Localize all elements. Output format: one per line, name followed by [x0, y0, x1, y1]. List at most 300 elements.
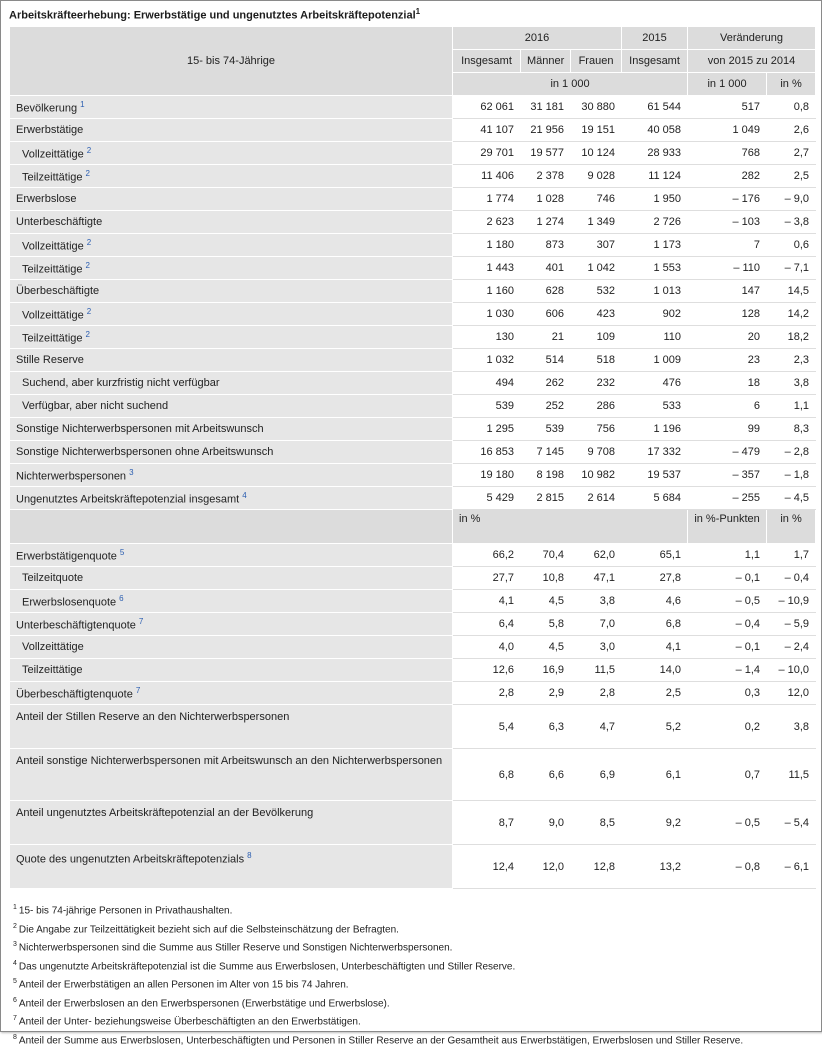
table-cell: 0,8: [767, 96, 816, 119]
table-cell: 0,2: [688, 705, 767, 749]
table-cell: 12,4: [453, 845, 521, 889]
table-cell: 9 028: [571, 165, 622, 188]
table-cell: 19 577: [521, 142, 571, 165]
table-cell: – 0,5: [688, 590, 767, 613]
table-row: [10, 188, 816, 211]
subheader-blank: [10, 510, 453, 544]
table-cell: 10 982: [571, 464, 622, 487]
row-label-text: Vollzeittätige: [22, 240, 84, 253]
row-label: [10, 142, 453, 165]
header-unit-change-pct: in %: [767, 73, 816, 96]
table-cell: 1,1: [767, 395, 816, 418]
table-cell: 3,8: [767, 372, 816, 395]
table-cell: 27,7: [453, 567, 521, 590]
table-row: [10, 280, 816, 303]
row-label-text: Unterbeschäftigtenquote: [16, 619, 136, 632]
table-cell: 3,8: [767, 705, 816, 749]
footnote-ref[interactable]: 2: [85, 260, 90, 270]
table-cell: 286: [571, 395, 622, 418]
row-label: [10, 395, 453, 418]
row-label-text: Erwerbstätige: [16, 124, 84, 136]
row-label-text: Erwerbslosenquote: [22, 596, 117, 609]
table-cell: 1 049: [688, 119, 767, 142]
subheader-pct: in %: [453, 510, 688, 544]
table-cell: 9,2: [622, 801, 688, 845]
footnote-ref[interactable]: 4: [242, 490, 247, 500]
footnote-ref[interactable]: 2: [86, 237, 92, 247]
table-cell: 3,0: [571, 636, 622, 659]
table-cell: 1 196: [622, 418, 688, 441]
table-cell: 1 173: [622, 234, 688, 257]
table-cell: 2,7: [767, 142, 816, 165]
footnote-ref[interactable]: 2: [86, 145, 92, 155]
table-row: [10, 349, 816, 372]
row-label-text: Suchend, aber kurzfristig nicht verfügbar: [22, 377, 220, 389]
footnote-text: Anteil der Erwerbstätigen an allen Personen im Alter von 15 bis 74 Jahren.: [18, 979, 349, 991]
table-row: [10, 303, 816, 326]
row-label: [10, 487, 453, 510]
table-cell: 62,0: [571, 544, 622, 567]
footnote-item: [13, 1011, 743, 1030]
table-cell: 21 956: [521, 119, 571, 142]
table-cell: 768: [688, 142, 767, 165]
table-cell: – 6,1: [767, 845, 816, 889]
footnote-ref[interactable]: 5: [119, 547, 125, 557]
row-label: [10, 119, 453, 142]
row-label-text: Anteil der Stillen Reserve an den Nichterwerbspersonen: [16, 711, 290, 723]
subheader-row: [10, 510, 816, 544]
table-cell: – 1,8: [767, 464, 816, 487]
footnote-number: 8: [13, 1033, 17, 1041]
table-row: [10, 165, 816, 188]
row-label: [10, 234, 453, 257]
table-cell: 1 180: [453, 234, 521, 257]
header-row-label: 15- bis 74-Jährige: [10, 27, 453, 96]
footnote-number: 2: [13, 922, 17, 930]
row-label: [10, 188, 453, 211]
footnote-item: [13, 1030, 743, 1048]
row-label: [10, 682, 453, 705]
row-label-text: Bevölkerung: [16, 102, 78, 115]
row-label: [10, 636, 453, 659]
table-cell: 9 708: [571, 441, 622, 464]
table-cell: 282: [688, 165, 767, 188]
table-cell: 262: [521, 372, 571, 395]
table-cell: – 0,1: [688, 567, 767, 590]
footnote-ref[interactable]: 2: [86, 306, 92, 316]
table-cell: 533: [622, 395, 688, 418]
table-cell: 18: [688, 372, 767, 395]
table-cell: 0,3: [688, 682, 767, 705]
table-cell: – 103: [688, 211, 767, 234]
row-label-text: Vollzeittätige: [22, 641, 84, 653]
table-cell: 28 933: [622, 142, 688, 165]
footnote-number: 4: [13, 959, 17, 967]
table-cell: 2 614: [571, 487, 622, 510]
table-cell: 12,6: [453, 659, 521, 682]
row-label: [10, 613, 453, 636]
table-cell: 1 443: [453, 257, 521, 280]
table-cell: 18,2: [767, 326, 816, 349]
subheader-pct-points: in %-Punkten: [688, 510, 767, 544]
table-cell: 20: [688, 326, 767, 349]
table-cell: 130: [453, 326, 521, 349]
row-label-text: Anteil ungenutztes Arbeitskräftepotenzial an der Bevölkerung: [16, 807, 314, 819]
table-row: [10, 487, 816, 510]
footnote-item: [13, 956, 743, 975]
table-cell: 70,4: [521, 544, 571, 567]
footnote-text: 15- bis 74-jährige Personen in Privathaushalten.: [18, 905, 233, 917]
row-label: [10, 96, 453, 119]
table-cell: 5 429: [453, 487, 521, 510]
table-cell: – 2,8: [767, 441, 816, 464]
table-cell: 41 107: [453, 119, 521, 142]
row-label-text: Sonstige Nichterwerbspersonen ohne Arbeitswunsch: [16, 446, 274, 458]
row-label-text: Teilzeittätige: [22, 664, 83, 676]
table-cell: 7 145: [521, 441, 571, 464]
table-cell: 476: [622, 372, 688, 395]
row-label: [10, 280, 453, 303]
table-cell: 6: [688, 395, 767, 418]
table-cell: – 4,5: [767, 487, 816, 510]
table-cell: 2 378: [521, 165, 571, 188]
header-unit-change-abs: in 1 000: [688, 73, 767, 96]
footnote-ref[interactable]: 3: [129, 467, 134, 477]
table-row: [10, 142, 816, 165]
table-cell: 19 151: [571, 119, 622, 142]
row-label: [10, 705, 453, 749]
footnote-text: Das ungenutzte Arbeitskräftepotenzial ist die Summe aus Erwerbslosen, Unterbeschäftigten und Stiller Reserve.: [18, 960, 516, 972]
table-cell: – 5,9: [767, 613, 816, 636]
row-label: [10, 372, 453, 395]
table-row: [10, 395, 816, 418]
table-cell: 5,8: [521, 613, 571, 636]
footnote-item: [13, 993, 743, 1012]
table-cell: 6,4: [453, 613, 521, 636]
table-row: [10, 418, 816, 441]
table-cell: 109: [571, 326, 622, 349]
table-cell: 2,3: [767, 349, 816, 372]
row-label: [10, 845, 453, 889]
header-maenner: Männer: [521, 50, 571, 73]
table-cell: 27,8: [622, 567, 688, 590]
table-cell: 30 880: [571, 96, 622, 119]
table-cell: 1 349: [571, 211, 622, 234]
table-cell: 16,9: [521, 659, 571, 682]
table-cell: 2,5: [622, 682, 688, 705]
table-row: [10, 682, 816, 705]
table-cell: – 176: [688, 188, 767, 211]
table-row: [10, 257, 816, 280]
table-cell: 62 061: [453, 96, 521, 119]
table-cell: – 110: [688, 257, 767, 280]
table-cell: 8,7: [453, 801, 521, 845]
table-cell: 11,5: [767, 749, 816, 801]
table-cell: 4,5: [521, 636, 571, 659]
row-label-text: Sonstige Nichterwerbspersonen mit Arbeitswunsch: [16, 423, 264, 435]
header-insgesamt: Insgesamt: [453, 50, 521, 73]
footnote-ref[interactable]: 7: [135, 685, 141, 695]
table-row: [10, 234, 816, 257]
footnote-ref[interactable]: 8: [247, 851, 252, 860]
table-cell: 65,1: [622, 544, 688, 567]
header-2015: 2015: [622, 27, 688, 50]
table-cell: 19 180: [453, 464, 521, 487]
header-2016: 2016: [453, 27, 622, 50]
table-row: [10, 845, 816, 889]
row-label-text: Vollzeittätige: [22, 309, 84, 322]
table-row: [10, 464, 816, 487]
table-cell: 4,1: [622, 636, 688, 659]
row-label-text: Teilzeittätige: [22, 263, 83, 276]
table-row: [10, 705, 816, 749]
table-cell: 0,6: [767, 234, 816, 257]
row-label-text: Teilzeittätige: [22, 171, 83, 184]
row-label-text: Nichterwerbspersonen: [16, 470, 127, 483]
table-cell: – 1,4: [688, 659, 767, 682]
table-cell: 1,1: [688, 544, 767, 567]
row-label-text: Anteil sonstige Nichterwerbspersonen mit Arbeitswunsch an den Nichterwerbspersonen: [16, 755, 443, 767]
table-cell: 1 160: [453, 280, 521, 303]
table-cell: 532: [571, 280, 622, 303]
header-frauen: Frauen: [571, 50, 622, 73]
table-cell: 61 544: [622, 96, 688, 119]
table-cell: 6,8: [453, 749, 521, 801]
table-cell: 147: [688, 280, 767, 303]
table-cell: 11 124: [622, 165, 688, 188]
table-cell: 13,2: [622, 845, 688, 889]
row-label: [10, 749, 453, 801]
table-cell: 1 553: [622, 257, 688, 280]
data-table: [9, 26, 816, 889]
table-cell: 29 701: [453, 142, 521, 165]
table-cell: 14,5: [767, 280, 816, 303]
table-cell: 4,6: [622, 590, 688, 613]
footnote-ref[interactable]: 6: [119, 593, 124, 603]
table-cell: 2 623: [453, 211, 521, 234]
table-row: [10, 441, 816, 464]
table-cell: 0,7: [688, 749, 767, 801]
table-cell: – 255: [688, 487, 767, 510]
table-cell: 746: [571, 188, 622, 211]
table-cell: 1 032: [453, 349, 521, 372]
table-cell: 902: [622, 303, 688, 326]
header-insgesamt-2015: Insgesamt: [622, 50, 688, 73]
table-cell: 539: [521, 418, 571, 441]
table-row: [10, 567, 816, 590]
table-row: [10, 119, 816, 142]
row-label-text: Überbeschäftigte: [16, 285, 100, 297]
footnote-item: [13, 937, 743, 956]
title-footnote: 1: [415, 7, 421, 16]
table-cell: 99: [688, 418, 767, 441]
table-cell: 6,9: [571, 749, 622, 801]
table-cell: 66,2: [453, 544, 521, 567]
footnote-ref[interactable]: 2: [85, 168, 90, 178]
footnote-ref[interactable]: 7: [138, 616, 144, 626]
table-cell: – 9,0: [767, 188, 816, 211]
table-row: [10, 659, 816, 682]
row-label-text: Ungenutztes Arbeitskräftepotenzial insgesamt: [16, 493, 240, 506]
footnote-number: 1: [13, 904, 17, 911]
header-change-period: von 2015 zu 2014: [688, 50, 816, 73]
row-label: [10, 349, 453, 372]
table-row: [10, 636, 816, 659]
table-cell: – 10,0: [767, 659, 816, 682]
table-cell: 518: [571, 349, 622, 372]
row-label: [10, 801, 453, 845]
row-label: [10, 590, 453, 613]
footnote-text: Anteil der Erwerbslosen an den Erwerbspersonen (Erwerbstätige und Erwerbslose).: [18, 997, 390, 1009]
table-cell: 6,1: [622, 749, 688, 801]
row-label-text: Quote des ungenutzten Arbeitskräftepotenzials: [16, 853, 245, 866]
table-row: [10, 326, 816, 349]
table-row: [10, 372, 816, 395]
footnote-text: Anteil der Summe aus Erwerbslosen, Unterbeschäftigten und Personen in Stiller Reserve an der Gesamtheit aus Erwerbstätigen, Erwerbslosen und Stiller Reserve.: [18, 1035, 744, 1047]
table-cell: 12,8: [571, 845, 622, 889]
table-cell: – 7,1: [767, 257, 816, 280]
header-row-years: [10, 27, 816, 50]
footnote-ref[interactable]: 2: [85, 329, 90, 339]
table-title: Arbeitskräfteerhebung: Erwerbstätige und ungenutztes Arbeitskräftepotenzial$^1$: [9, 7, 421, 22]
row-label-text: Vollzeittätige: [22, 148, 84, 161]
table-cell: 6,3: [521, 705, 571, 749]
footnote-item: [13, 974, 743, 993]
footnote-text: Die Angabe zur Teilzeittätigkeit bezieht sich auf die Selbsteinschätzung der Befragten.: [18, 923, 399, 935]
table-cell: 7: [688, 234, 767, 257]
table-cell: 539: [453, 395, 521, 418]
table-cell: 1 295: [453, 418, 521, 441]
row-label: [10, 567, 453, 590]
row-label-text: Unterbeschäftigte: [16, 216, 103, 228]
table-cell: 11,5: [571, 659, 622, 682]
table-cell: 31 181: [521, 96, 571, 119]
table-cell: 873: [521, 234, 571, 257]
table-cell: 19 537: [622, 464, 688, 487]
table-cell: 232: [571, 372, 622, 395]
footnote-number: 6: [13, 996, 17, 1004]
table-cell: 307: [571, 234, 622, 257]
row-label: [10, 165, 453, 188]
table-row: [10, 590, 816, 613]
table-cell: – 0,4: [688, 613, 767, 636]
table-cell: 16 853: [453, 441, 521, 464]
table-cell: 2 815: [521, 487, 571, 510]
table-cell: – 10,9: [767, 590, 816, 613]
table-cell: – 5,4: [767, 801, 816, 845]
table-row: [10, 544, 816, 567]
header-unit-abs: in 1 000: [453, 73, 688, 96]
table-cell: – 357: [688, 464, 767, 487]
row-label: [10, 441, 453, 464]
header-change: Veränderung: [688, 27, 816, 50]
footnote-ref[interactable]: 1: [80, 99, 85, 109]
table-cell: 252: [521, 395, 571, 418]
table-cell: 2 726: [622, 211, 688, 234]
table-row: [10, 613, 816, 636]
table-cell: 14,0: [622, 659, 688, 682]
row-label-text: Überbeschäftigtenquote: [16, 688, 133, 701]
table-cell: 1 028: [521, 188, 571, 211]
footnote-number: 3: [13, 941, 17, 949]
row-label-text: Stille Reserve: [16, 354, 84, 366]
table-cell: 40 058: [622, 119, 688, 142]
table-cell: 21: [521, 326, 571, 349]
table-cell: 514: [521, 349, 571, 372]
table-cell: 4,5: [521, 590, 571, 613]
table-cell: 606: [521, 303, 571, 326]
table-cell: 6,6: [521, 749, 571, 801]
table-cell: 14,2: [767, 303, 816, 326]
row-label-text: Teilzeittätige: [22, 332, 83, 345]
table-cell: 1 030: [453, 303, 521, 326]
table-cell: 4,0: [453, 636, 521, 659]
table-cell: 3,8: [571, 590, 622, 613]
table-cell: 423: [571, 303, 622, 326]
table-cell: – 0,5: [688, 801, 767, 845]
row-label-text: Verfügbar, aber nicht suchend: [22, 400, 169, 412]
table-cell: 1 274: [521, 211, 571, 234]
table-cell: 8 198: [521, 464, 571, 487]
table-cell: 11 406: [453, 165, 521, 188]
table-cell: 10,8: [521, 567, 571, 590]
row-label: [10, 326, 453, 349]
table-cell: 6,8: [622, 613, 688, 636]
table-cell: – 3,8: [767, 211, 816, 234]
table-cell: 17 332: [622, 441, 688, 464]
footnote-item: [13, 919, 743, 938]
table-cell: 1 042: [571, 257, 622, 280]
table-cell: 401: [521, 257, 571, 280]
row-label: [10, 544, 453, 567]
footnote-number: 7: [13, 1015, 17, 1023]
table-cell: 5 684: [622, 487, 688, 510]
table-cell: – 479: [688, 441, 767, 464]
row-label-text: Teilzeitquote: [22, 572, 84, 584]
table-cell: 494: [453, 372, 521, 395]
table-cell: 2,5: [767, 165, 816, 188]
table-cell: 9,0: [521, 801, 571, 845]
table-cell: 2,6: [767, 119, 816, 142]
table-cell: 1 013: [622, 280, 688, 303]
table-row: [10, 211, 816, 234]
row-label-text: Erwerbstätigenquote: [16, 550, 117, 563]
table-cell: 23: [688, 349, 767, 372]
table-cell: 5,4: [453, 705, 521, 749]
table-cell: 1 774: [453, 188, 521, 211]
table-row: [10, 801, 816, 845]
table-cell: 4,1: [453, 590, 521, 613]
subheader-pct2: in %: [767, 510, 816, 544]
table-cell: 7,0: [571, 613, 622, 636]
row-label: [10, 659, 453, 682]
footnote-text: Anteil der Unter- beziehungsweise Überbeschäftigten an den Erwerbstätigen.: [18, 1016, 361, 1028]
footnote-number: 5: [13, 978, 17, 986]
table-cell: 1 950: [622, 188, 688, 211]
table-cell: 2,9: [521, 682, 571, 705]
table-cell: 5,2: [622, 705, 688, 749]
row-label: [10, 464, 453, 487]
table-cell: 1 009: [622, 349, 688, 372]
row-label-text: Erwerbslose: [16, 193, 77, 205]
table-cell: 756: [571, 418, 622, 441]
footnote-item: [13, 900, 743, 919]
table-cell: 128: [688, 303, 767, 326]
table-cell: 47,1: [571, 567, 622, 590]
table-cell: – 0,8: [688, 845, 767, 889]
row-label: [10, 211, 453, 234]
table-cell: 110: [622, 326, 688, 349]
